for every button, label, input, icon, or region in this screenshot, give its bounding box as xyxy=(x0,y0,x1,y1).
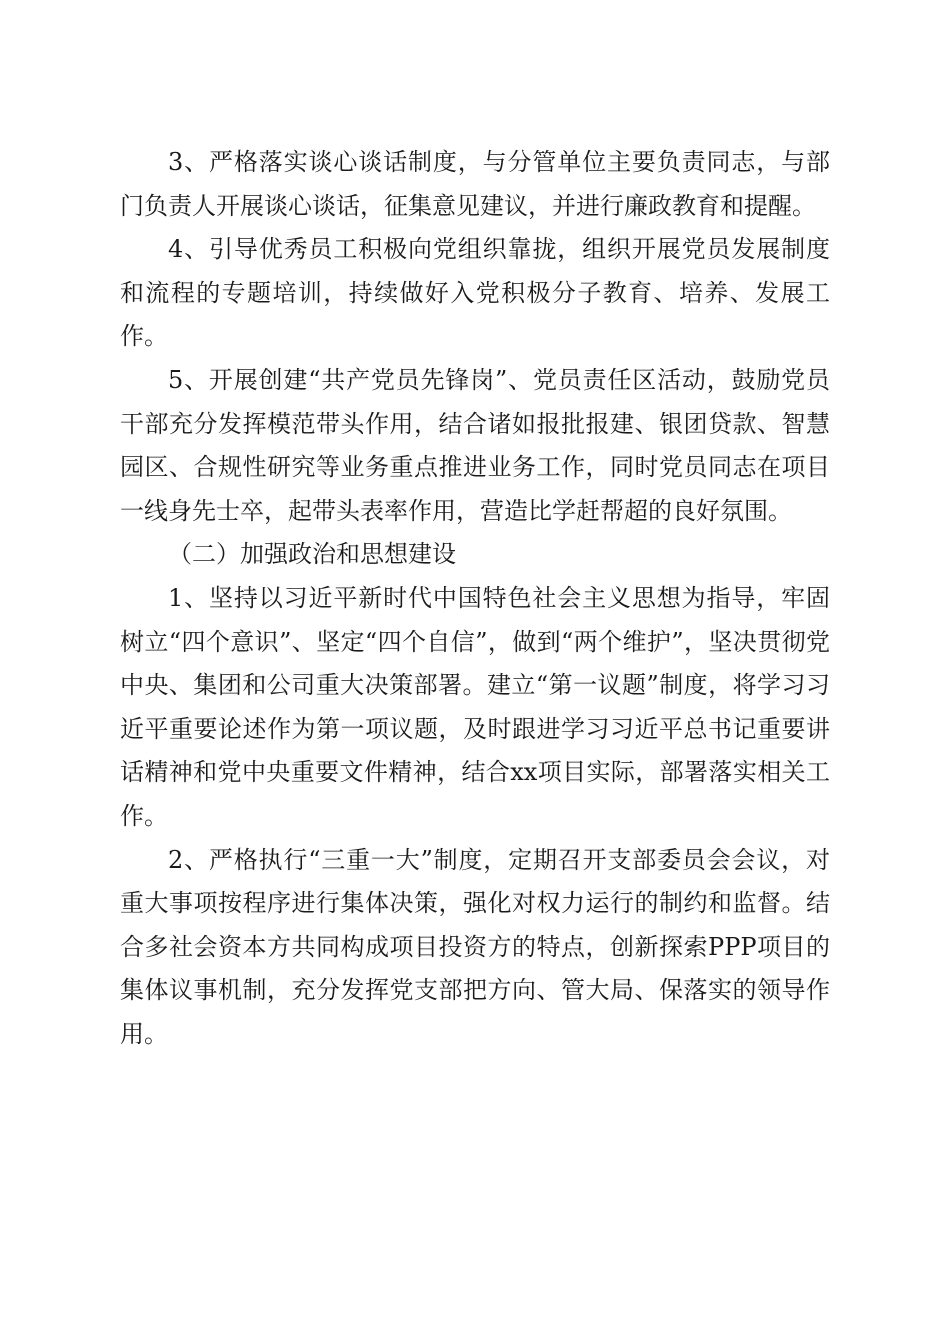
paragraph-item-4: 4、引导优秀员工积极向党组织靠拢，组织开展党员发展制度和流程的专题培训，持续做好入党积极分子教育、培养、发展工作。 xyxy=(120,235,830,351)
document-body xyxy=(120,141,830,1056)
paragraph-item-1: 1、坚持以习近平新时代中国特色社会主义思想为指导，牢固树立“四个意识”、坚定“四个自信”，做到“两个维护”，坚决贯彻党中央、集团和公司重大决策部署。建立“第一议题”制度，将学习习近平重要论述作为第一项议题，及时跟进学习习近平总书记重要讲话精神和党中央重要文件精神，结合xx项目实际，部署落实相关工作。 xyxy=(120,583,830,830)
paragraph-item-5: 5、开展创建“共产党员先锋岗”、党员责任区活动，鼓励党员干部充分发挥模范带头作用，结合诸如报批报建、银团贷款、智慧园区、合规性研究等业务重点推进业务工作，同时党员同志在项目一线身先士卒，起带头表率作用，营造比学赶帮超的良好氛围。 xyxy=(120,365,830,525)
paragraph-item-2: 2、严格执行“三重一大”制度，定期召开支部委员会会议，对重大事项按程序进行集体决策，强化对权力运行的制约和监督。结合多社会资本方共同构成项目投资方的特点，创新探索PPP项目的集体议事机制，充分发挥党支部把方向、管大局、保落实的领导作用。 xyxy=(120,845,830,1048)
paragraph-item-3: 3、严格落实谈心谈话制度，与分管单位主要负责同志，与部门负责人开展谈心谈话，征集意见建议，并进行廉政教育和提醒。 xyxy=(120,148,830,220)
section-heading: （二）加强政治和思想建设 xyxy=(168,540,456,569)
